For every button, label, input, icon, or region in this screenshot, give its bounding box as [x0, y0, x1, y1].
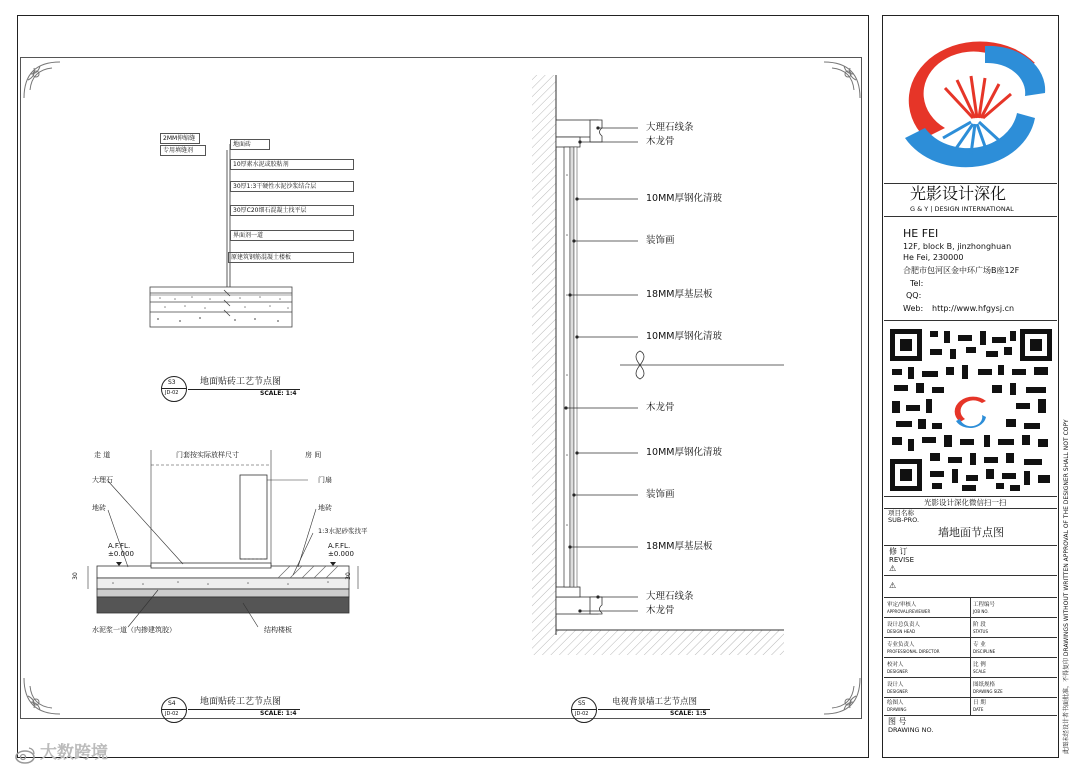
- s5-label-8: 10MM厚钢化清玻: [646, 447, 722, 458]
- s4-afl-right-label: A.F.FL.: [328, 542, 351, 550]
- web-label: Web:: [903, 304, 924, 313]
- wechat-qr-code[interactable]: [888, 327, 1054, 493]
- s5-sheet-ref: JD-02: [575, 711, 589, 717]
- revise-label-en: REVISE: [889, 556, 915, 564]
- company-name-cn: 光影设计深化: [910, 184, 1007, 203]
- cell-design-head-cn: 设计总负责人: [887, 622, 921, 628]
- revise-label-cn: 修 订: [889, 547, 908, 556]
- cell-checker-cn: 校对人: [887, 662, 904, 668]
- project-label-en: SUB-PRO.: [888, 516, 920, 524]
- s3-joint-filler-label: 专用填缝剂: [160, 145, 206, 156]
- s5-label-2: 木龙骨: [646, 136, 675, 147]
- s4-tile-right-label: 地砖: [318, 504, 332, 512]
- cell-job-no-cn: 工程编号: [973, 602, 996, 608]
- contact-divider: [884, 320, 1057, 321]
- corner-ornament-bottom-right: [822, 676, 862, 716]
- cell-drafter: [887, 700, 906, 713]
- cell-scale-cn: 比 例: [973, 662, 986, 668]
- s4-afl-left-value: ±0.000: [108, 550, 134, 558]
- web-url[interactable]: http://www.hfgysj.cn: [932, 304, 1015, 313]
- s5-label-4: 装饰画: [646, 235, 675, 246]
- s3-layer-3: 30厚1:3干硬性水泥沙浆结合层: [230, 181, 354, 192]
- cell-date: [973, 700, 986, 713]
- cell-approval-cn: 审定/审核人: [887, 602, 917, 608]
- s3-title: 地面贴砖工艺节点图: [200, 377, 282, 387]
- company-city: HE FEI: [903, 227, 939, 240]
- company-name-en: G & Y | DESIGN INTERNATIONAL: [910, 205, 1014, 213]
- s4-afl-left-label: A.F.FL.: [108, 542, 131, 550]
- s5-label-7: 木龙骨: [646, 402, 675, 413]
- cell-job-no: [973, 602, 995, 615]
- s3-detail-bubble: [161, 376, 187, 402]
- cell-professional-director-cn: 专业负责人: [887, 642, 915, 648]
- cell-discipline-cn: 专 业: [973, 642, 986, 648]
- cell-drawing-size-cn: 图纸规格: [973, 682, 996, 688]
- cell-drawing-size-en: DRAWING SIZE: [973, 688, 1003, 694]
- project-divider: [884, 545, 1057, 546]
- s3-layer-6: 原建筑钢筋混凝土楼板: [228, 252, 354, 263]
- qr-caption: 光影设计深化微信扫一扫: [924, 498, 1007, 507]
- s3-layer-4: 30厚C20细石混凝土找平层: [230, 205, 354, 216]
- cell-drafter-en: DRAWING: [887, 706, 907, 712]
- address-line-2: He Fei, 230000: [903, 253, 964, 262]
- s4-afl-right-value: ±0.000: [328, 550, 354, 558]
- drawing-no-label-en: DRAWING NO.: [888, 726, 934, 734]
- s5-scale: SCALE: 1:5: [670, 710, 707, 717]
- cell-checker-en: DESIGNER: [887, 668, 908, 674]
- grid-row-divider-6: [884, 715, 1057, 716]
- s5-title: 电视背景墙工艺节点图: [612, 697, 698, 707]
- s5-label-1: 大理石线条: [646, 122, 694, 133]
- name-divider: [884, 216, 1057, 217]
- watermark-text: 大数跨境: [40, 743, 108, 763]
- cell-status-en: STATUS: [973, 628, 989, 634]
- s4-cement-note: 水泥浆一道（内掺建筑胶）: [92, 626, 176, 634]
- cell-designer-cn: 设计人: [887, 682, 904, 688]
- cell-drawing-size: [973, 682, 1003, 695]
- revise-mark-2: ⚠: [889, 581, 897, 590]
- cell-approval-en: APPROVAL/REVIEWER: [887, 608, 931, 614]
- revise-mark-1: ⚠: [889, 564, 897, 573]
- s5-label-3: 10MM厚钢化清玻: [646, 193, 722, 204]
- grid-row-divider-5: [884, 697, 1057, 698]
- s5-label-10: 18MM厚基层板: [646, 541, 713, 552]
- address-line-1: 12F, block B, jinzhonghuan: [903, 242, 1012, 251]
- drawing-no-label-cn: 图 号: [888, 717, 907, 726]
- s4-door-leaf-label: 门扇: [318, 476, 332, 484]
- s5-label-12: 木龙骨: [646, 605, 675, 616]
- cell-drafter-cn: 绘图人: [887, 700, 904, 706]
- s4-marble-label: 大理石: [92, 476, 113, 484]
- s5-label-11: 大理石线条: [646, 591, 694, 602]
- cell-discipline-en: DISCIPLINE: [973, 648, 996, 654]
- cell-date-cn: 日 期: [973, 700, 986, 706]
- s4-detail-number: S4: [168, 700, 176, 707]
- cell-designer: [887, 682, 908, 695]
- s3-detail-number: S3: [168, 379, 176, 386]
- cell-professional-director-en: PROFESSIONAL DIRECTOR: [887, 648, 940, 654]
- cell-date-en: DATE: [973, 706, 984, 712]
- s4-scale: SCALE: 1:4: [260, 710, 297, 717]
- company-logo: [885, 18, 1057, 183]
- cell-professional-director: [887, 642, 940, 655]
- s3-layer-1: 地面砖: [230, 139, 270, 150]
- s5-label-6: 10MM厚钢化清玻: [646, 331, 722, 342]
- drawing-title: 墙地面节点图: [938, 526, 1004, 539]
- qr-divider: [884, 496, 1057, 497]
- cell-scale-en: SCALE: [973, 668, 986, 674]
- cell-design-head: [887, 622, 920, 635]
- corner-ornament-bottom-left: [22, 676, 62, 716]
- weibo-watermark-icon: [14, 745, 36, 765]
- s4-mortar-note: 1:3水泥砂浆找平: [318, 527, 368, 535]
- s5-detail-number: S5: [578, 700, 586, 707]
- s5-detail-bubble: [571, 697, 597, 723]
- address-cn: 合肥市包河区金中环广场B座12F: [903, 266, 1020, 275]
- cell-status-cn: 阶 段: [973, 622, 986, 628]
- cell-status: [973, 622, 988, 635]
- corner-ornament-top-left: [22, 60, 62, 100]
- s4-room-room: 房 间: [305, 451, 322, 459]
- grid-row-divider-4: [884, 677, 1057, 678]
- s4-dim-left: 30: [71, 572, 79, 580]
- cell-scale: [973, 662, 986, 675]
- cell-checker: [887, 662, 908, 675]
- s4-slab-note: 结构楼板: [264, 626, 292, 634]
- project-label-cn: 项目名称: [888, 509, 914, 517]
- corner-ornament-top-right: [822, 60, 862, 100]
- cell-designer-en: DESIGNER: [887, 688, 908, 694]
- s3-scale: SCALE: 1:4: [260, 390, 297, 397]
- grid-row-divider-1: [884, 617, 1057, 618]
- revise-divider-1: [884, 575, 1057, 576]
- s3-sheet-ref: JD-02: [165, 390, 179, 396]
- tel-label: Tel:: [910, 279, 924, 288]
- s4-detail-bubble: [161, 697, 187, 723]
- s4-room-corridor: 走 道: [94, 451, 111, 459]
- cell-job-no-en: JOB NO.: [973, 608, 989, 614]
- s4-threshold-section-drawing: [68, 445, 368, 630]
- cell-approval: [887, 602, 930, 615]
- s3-layer-2: 10厚素水泥或胶粘剂: [230, 159, 354, 170]
- s4-dim-right: 30: [344, 572, 352, 580]
- cell-discipline: [973, 642, 995, 655]
- s5-label-9: 装饰画: [646, 489, 675, 500]
- s4-door-note: 门套按实际放样尺寸: [176, 451, 239, 459]
- grid-row-divider-3: [884, 657, 1057, 658]
- s3-expansion-joint-label: 2MM伸缩缝: [160, 133, 200, 144]
- s4-sheet-ref: JD-02: [165, 711, 179, 717]
- s5-label-5: 18MM厚基层板: [646, 289, 713, 300]
- qq-label: QQ:: [906, 291, 922, 300]
- s4-tile-left-label: 地砖: [92, 504, 106, 512]
- cell-design-head-en: DESIGN HEAD: [887, 628, 916, 634]
- copyright-side-note: 此图未经设计者书面批准，不得复印 DRAWINGS WITHOUT WRITTEN APPROVAL OF THE DESIGNER SHALL NOT COPY: [1063, 419, 1070, 754]
- s3-layer-5: 界面剂一道: [230, 230, 354, 241]
- s5-tv-wall-section-drawing: [528, 75, 788, 660]
- grid-row-divider-2: [884, 637, 1057, 638]
- s4-title: 地面贴砖工艺节点图: [200, 697, 282, 707]
